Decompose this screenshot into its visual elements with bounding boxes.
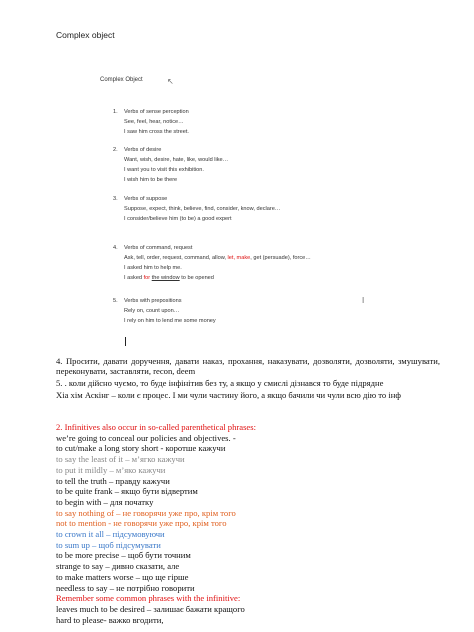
list-number: 3. xyxy=(113,196,118,202)
highlighted-words: let, make xyxy=(227,255,251,261)
text-cursor-icon: I xyxy=(362,296,365,305)
paragraph-4: 4. Просити, давати доручення, давати наказ, прохання, наказувати, дозволяти, дозволяти, змушувати, переконувати, заставляти, recon, deem xyxy=(56,356,440,376)
phrase-line: to put it mildly – м’яко кажучи xyxy=(56,464,166,475)
paragraph-5: 5. . коли дійсно чуємо, то буде інфінітив без ту, а якщо у смислі дізнався то буде підрядне xyxy=(56,378,384,388)
phrase-line: to make matters worse – що ще гірше xyxy=(56,571,189,582)
item-example: I consider/believe him (to be) a good expert xyxy=(124,216,232,222)
phrase-line: to be quite frank – якщо бути відвертим xyxy=(56,486,198,497)
phrase-line: to say nothing of – не говорячи уже про, крім того xyxy=(56,507,236,518)
list-number: 2. xyxy=(113,147,118,153)
underlined-words: the window xyxy=(151,275,180,281)
item-heading: Verbs of sense perception xyxy=(124,109,189,115)
screenshot-title: Complex Object xyxy=(100,77,143,83)
phrase-line: needless to say – не потрібно говорити xyxy=(56,582,195,593)
item-example: I rely on him to lend me some money xyxy=(124,318,216,324)
phrase-line: to crown it all – підсумовуючи xyxy=(56,529,165,540)
item-heading: Verbs with prepositions xyxy=(124,298,182,304)
item-heading: Verbs of desire xyxy=(124,147,162,153)
phrase-line: 2. Infinitives also occur in so-called parenthetical phrases: xyxy=(56,422,256,432)
item-heading: Verbs of suppose xyxy=(124,196,168,202)
phrase-line: Remember some common phrases with the infinitive: xyxy=(56,593,241,604)
item-example: I want you to visit this exhibition. xyxy=(124,167,204,173)
highlighted-word: for xyxy=(143,275,151,281)
phrase-line: strange to say – дивно сказати, але xyxy=(56,561,180,572)
item-line: Suppose, expect, think, believe, find, consider, know, declare… xyxy=(124,206,281,212)
list-number: 5. xyxy=(113,298,118,304)
phrase-line: to cut/make a long story short - коротше кажучи xyxy=(56,443,226,454)
mouse-pointer-icon: ↖ xyxy=(167,77,174,86)
phrase-line: to begin with – для початку xyxy=(56,496,154,507)
list-number: 1. xyxy=(113,109,118,115)
phrase-line: to sum up – щоб підсумувати xyxy=(56,539,161,550)
text-segment: , get (persuade), force… xyxy=(250,255,311,261)
phrase-line: to tell the truth – правду кажучи xyxy=(56,475,170,486)
phrase-line: not to mention - не говорячи уже про, крім того xyxy=(56,518,227,529)
item-example xyxy=(124,276,214,282)
phrase-line: hard to please- важко вгодити, xyxy=(56,614,164,625)
text-segment: I asked xyxy=(124,275,144,281)
item-example: I asked him to help me. xyxy=(124,265,182,271)
text-segment: Ask, tell, order, request, command, allow, xyxy=(124,255,228,261)
text-segment: to be opened xyxy=(179,275,214,281)
phrase-line: to say the least of it – м’ягко кажучи xyxy=(56,454,185,465)
text-caret xyxy=(125,337,126,346)
list-number: 4. xyxy=(113,245,118,251)
document-title: Complex object xyxy=(56,30,115,40)
item-example: I saw him cross the street. xyxy=(124,129,189,135)
item-line: See, feel, hear, notice… xyxy=(124,119,184,125)
item-line: Want, wish, desire, hate, like, would like… xyxy=(124,157,229,163)
phrase-line: to be more precise – щоб бути точним xyxy=(56,550,191,561)
paragraph-6: Хіа хім Аскінг – коли є процес. І ми чули частину його, а якщо бачили чи чули всю дію то інф xyxy=(56,390,401,400)
phrase-line: leaves much to be desired – залишає бажати кращого xyxy=(56,603,245,614)
item-heading: Verbs of command, request xyxy=(124,245,193,251)
item-line: Rely on, count upon… xyxy=(124,308,180,314)
item-line xyxy=(124,256,311,262)
phrase-list xyxy=(56,422,256,625)
phrase-line: we’re going to conceal our policies and objectives. - xyxy=(56,432,236,443)
item-example: I wish him to be there xyxy=(124,177,178,183)
